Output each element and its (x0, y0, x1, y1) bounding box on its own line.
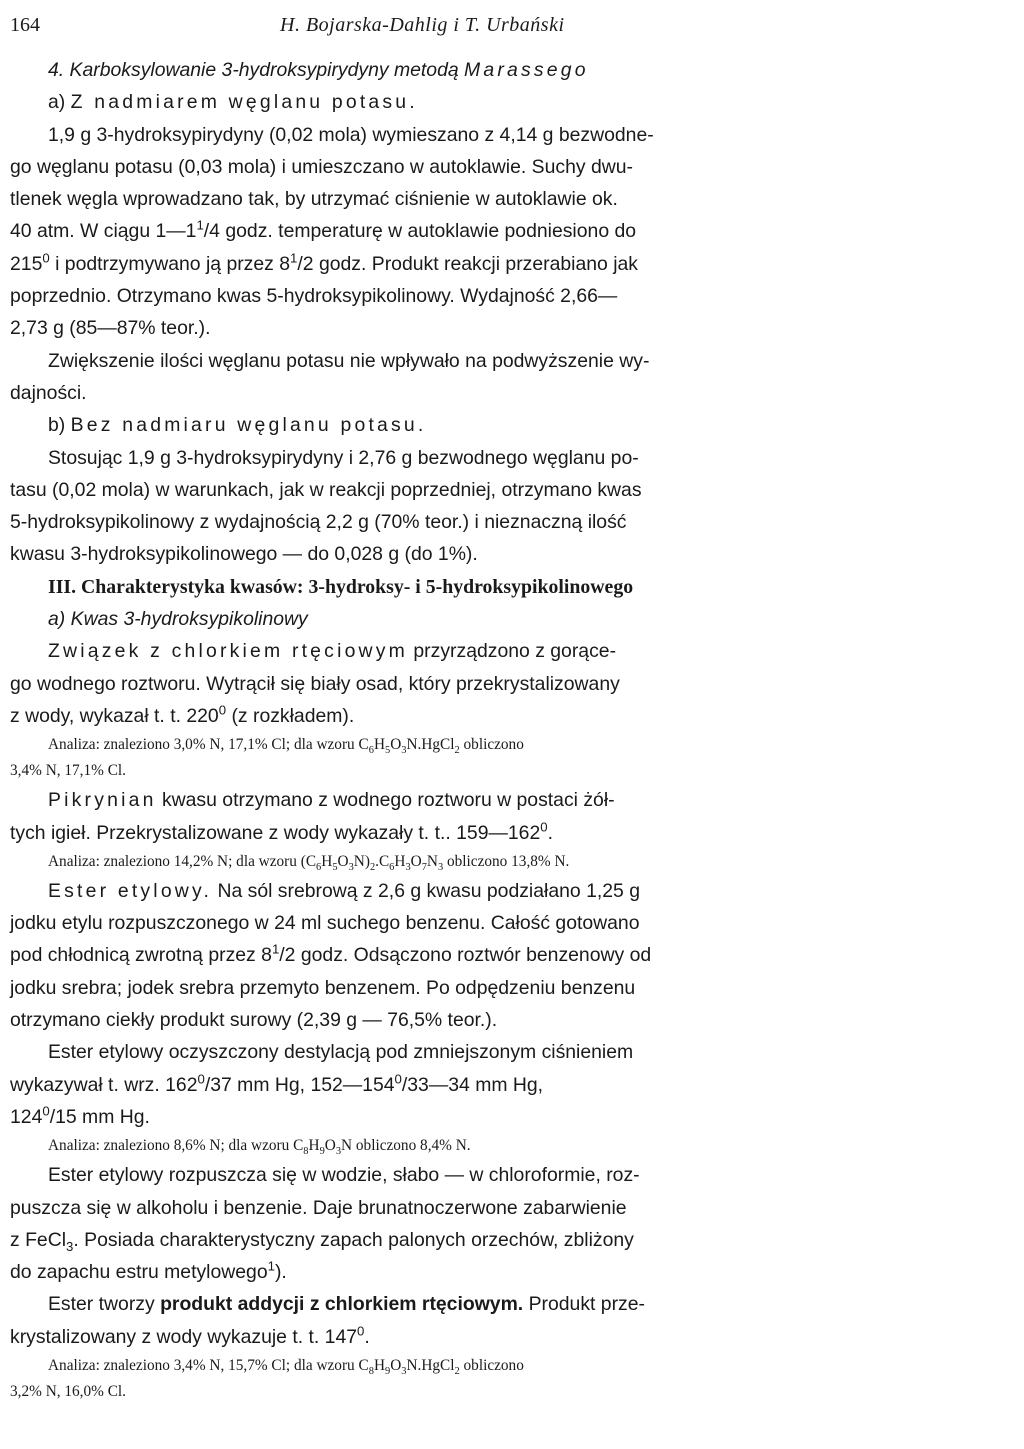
section-3-heading: III. Charakterystyka kwasów: 3-hydroksy- i 5-hydroksypikolinowego (48, 575, 634, 598)
running-title: H. Bojarska-Dahlig i T. Urbański (280, 14, 565, 36)
paragraph-picrate: Pikrynian kwasu otrzymano z wodnego roztworu w postaci żół- tych igieł. Przekrystalizowane z wody wykazały t. t.. $159—162^0$. (10, 789, 615, 844)
paragraph-a-2: Zwiększenie ilości węglanu potasu nie wpływało na podwyższenie wy- dajności. (10, 349, 650, 404)
paragraph-addition-product: Ester tworzy produkt addycji z chlorkiem rtęciowym. Produkt prze- krystalizowany z wody wykazuje t. t. $147^0$. (10, 1293, 645, 1348)
page-number: 164 (10, 14, 40, 36)
paragraph-mercury-complex: Związek z chlorkiem rtęciowym przyrządzono z gorące- go wodnego roztworu. Wytrącił się biały osad, który przekrystalizowany z wody, wykazał t. t. $220^0$ (z rozkładem). (10, 640, 620, 727)
section-4-heading: 4. Karboksylowanie 3-hydroksypirydyny metodą Marassego (48, 59, 589, 81)
analysis-4: Analiza: znaleziono 3,4% N, 15,7% Cl; dla wzoru $C_8H_9O_3N.HgCl_2$ obliczono 3,2% N, 16,0% Cl. (10, 1356, 524, 1400)
analysis-2: Analiza: znaleziono 14,2% N; dla wzoru $(C_6H_5O_3N)_2.C_6H_3O_7N_3$ obliczono 13,8% N. (48, 852, 570, 873)
paragraph-solubility: Ester etylowy rozpuszcza się w wodzie, słabo — w chloroformie, roz- puszcza się w alkoholu i benzenie. Daje brunatnoczerwone zabarwienie z FeCl$_3$. Posiada charakterystyczny zapach palonych orzechów, zbliżony do zapachu estru metylowego$^1$). (10, 1164, 640, 1284)
subsection-a-heading: a) Z nadmiarem węglanu potasu. (48, 91, 418, 114)
analysis-3: Analiza: znaleziono 8,6% N; dla wzoru $C_8H_9O_3N$ obliczono 8,4% N. (48, 1137, 471, 1158)
paragraph-b: Stosując 1,9 g 3-hydroksypirydyny i 2,76 g bezwodnego węglanu po- tasu (0,02 mola) w warunkach, jak w reakcji poprzedniej, otrzymano kwas 5-hydroksypikolinowy z wydajnością 2,2 g (70% teor.) i nieznaczną ilość kwasu 3-hydroksypikolinowego — do 0,028 g (do 1%). (10, 446, 642, 566)
subsection-title-a: a) Kwas 3-hydroksypikolinowy (48, 608, 308, 631)
running-header (10, 14, 984, 54)
paragraph-ethyl-ester: Ester etylowy. Na sól srebrową z 2,6 g kwasu podziałano 1,25 g jodku etylu rozpuszczonego w 24 ml suchego benzenu. Całość gotowano pod chłodnicą zwrotną przez $8^1/2$ godz. Odsączono roztwór benzenowy od jodku srebra; jodek srebra przemyto benzenem. Po odpędzeniu benzenu otrzymano ciekły produkt surowy (2,39 g — 76,5% teor.). (10, 879, 652, 1032)
subsection-b-heading: b) Bez nadmiaru węglanu potasu. (48, 414, 427, 437)
paragraph-a-1: 1,9 g 3-hydroksypirydyny (0,02 mola) wymieszano z 4,14 g bezwodne- go węglanu potasu (0,03 mola) i umieszczano w autoklawie. Suchy dwu- tlenek węgla wprowadzano tak, by utrzymać ciśnienie w autoklawie ok. 40 atm. W ciągu $1—1^1/4$ godz. temperaturę w autoklawie podniesiono do $215^0$ i podtrzymywano ją przez $8^1/2$ godz. Produkt reakcji przerabiano jak poprzednio. Otrzymano kwas 5-hydroksypikolinowy. Wydajność 2,66— 2,73 g (85—87% teor.). (10, 123, 654, 340)
analysis-1: Analiza: znaleziono 3,0% N, 17,1% Cl; dla wzoru $C_6H_5O_3N.HgCl_2$ obliczono 3,4% N, 17,1% Cl. (10, 736, 524, 780)
paragraph-distillation: Ester etylowy oczyszczony destylacją pod zmniejszonym ciśnieniem wykazywał t. wrz. $162^0/37$ mm Hg, $152—154^0/33—34$ mm Hg, $124^0/15$ mm Hg. (10, 1041, 634, 1128)
